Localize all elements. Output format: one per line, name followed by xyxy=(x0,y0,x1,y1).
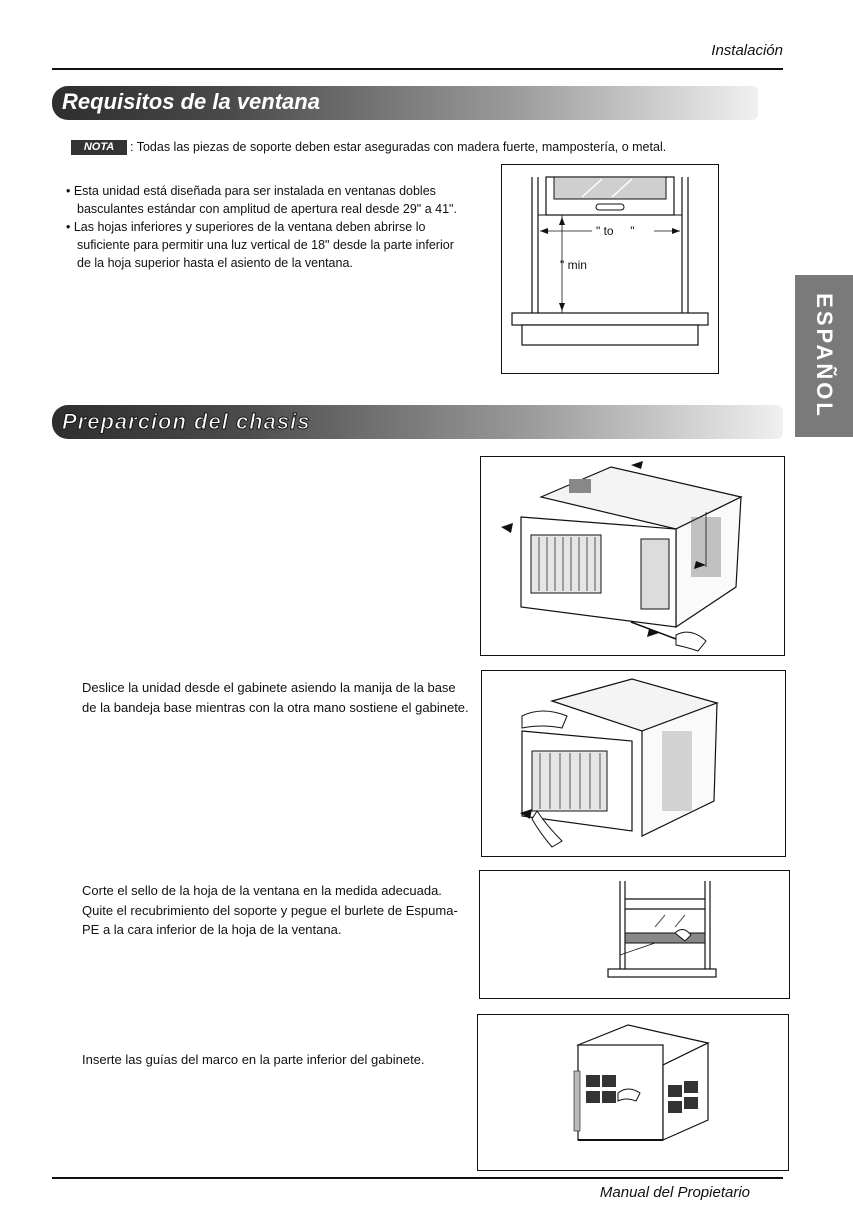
footer-label: Manual del Propietario xyxy=(599,1184,750,1201)
step-4-text: Inserte las guías del marco en la parte inferior del gabinete. xyxy=(82,1052,425,1067)
language-tab-label: ESPAÑOL xyxy=(812,293,837,419)
width-dimension-label: " to " xyxy=(596,224,635,238)
step-2-text: Deslice la unidad desde el gabinete asiendo la manija de la base de la bandeja base mientras con la otra mano sostiene el gabinete. xyxy=(82,680,469,715)
header-section-label: Instalación xyxy=(711,42,783,59)
slide-unit-figure xyxy=(481,670,786,857)
remove-screws-figure xyxy=(480,456,785,656)
window-dimensions-figure xyxy=(501,164,719,374)
list-item: • Esta unidad está diseñada para ser instalada en ventanas dobles basculantes estándar con amplitud de apertura real desde 29" a 41". xyxy=(66,184,457,216)
note-badge: NOTA xyxy=(71,140,127,155)
section-title-window-requirements: Requisitos de la ventana xyxy=(62,89,320,114)
list-item: • Las hojas inferiores y superiores de la ventana deben abrirse lo suficiente para permitir una luz vertical de 18" desde la parte inferior de la hoja superior hasta el asiento de la ventana. xyxy=(66,220,454,270)
language-tab xyxy=(795,275,853,437)
foam-seal-figure xyxy=(479,870,790,999)
bottom-rule xyxy=(52,1177,783,1179)
section-title-chassis-prep: Preparcion del chasis xyxy=(62,409,311,434)
height-dimension-label: " min xyxy=(560,258,587,272)
window-requirements-list xyxy=(66,182,466,272)
step-3-text: Corte el sello de la hoja de la ventana en la medida adecuada. Quite el recubrimiento del soporte y pegue el burlete de Espuma-PE a la cara inferior de la hoja de la ventana. xyxy=(82,883,458,937)
frame-guides-figure xyxy=(477,1014,789,1171)
note-text: : Todas las piezas de soporte deben estar aseguradas con madera fuerte, mampostería, o metal. xyxy=(130,140,667,154)
top-rule xyxy=(52,68,783,70)
